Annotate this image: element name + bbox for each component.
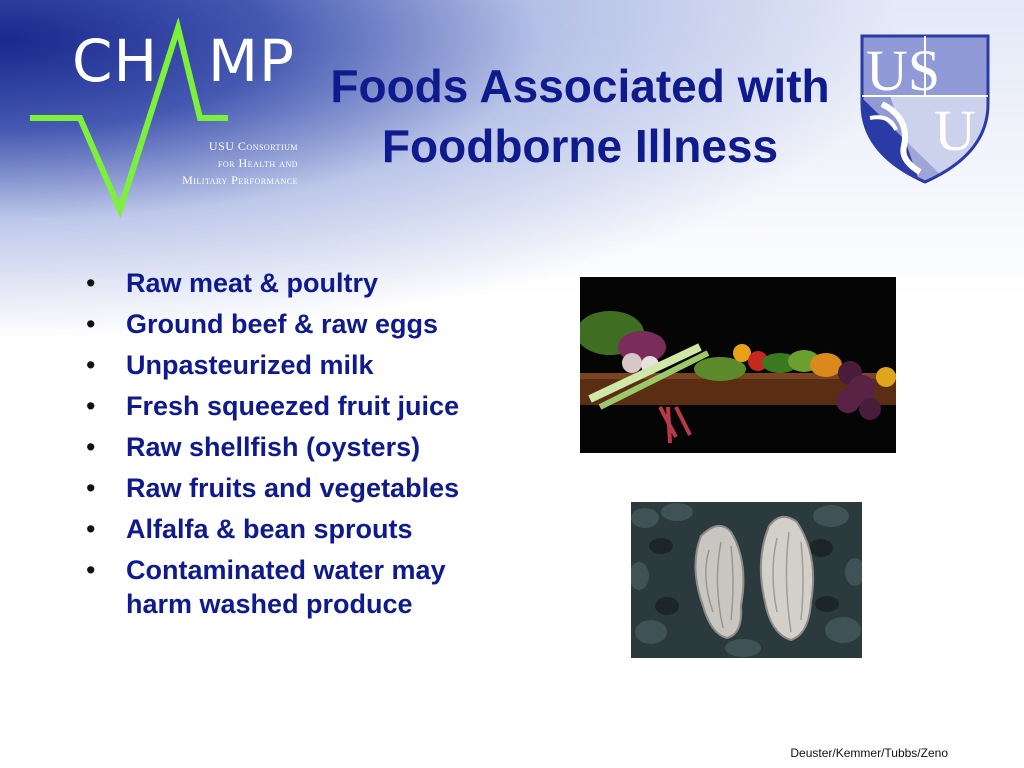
list-item-text: Ground beef & raw eggs (126, 309, 439, 339)
list-item (86, 430, 516, 464)
list-item-text: Raw meat & poultry (126, 268, 379, 298)
bullet-icon: • (86, 309, 96, 339)
list-item (86, 553, 516, 621)
list-item-text: Fresh squeezed fruit juice (126, 391, 460, 421)
list-item-text: Raw shellfish (oysters) (126, 432, 421, 462)
list-item-text: Unpasteurized milk (126, 350, 374, 380)
usu-letters-top: US (866, 38, 941, 103)
bullet-icon: • (86, 555, 96, 585)
champ-text-right: MP (208, 27, 296, 95)
list-item (86, 266, 516, 300)
champ-subtitle-line: Military Performance (182, 173, 298, 187)
list-item (86, 471, 516, 505)
bullet-icon: • (86, 391, 96, 421)
bullet-icon: • (86, 268, 96, 298)
list-item-text: Contaminated water may harm washed produce (126, 555, 446, 619)
bullet-icon: • (86, 473, 96, 503)
food-bullet-list (86, 266, 516, 628)
list-item-text: Raw fruits and vegetables (126, 473, 460, 503)
champ-subtitle-line: for Health and (217, 156, 298, 170)
usu-letter-bottom: U (934, 98, 976, 163)
list-item (86, 307, 516, 341)
bullet-icon: • (86, 432, 96, 462)
oysters-photo (631, 502, 862, 658)
list-item (86, 348, 516, 382)
list-item (86, 512, 516, 546)
usu-shield-logo (860, 34, 990, 184)
champ-text-left: CH (72, 27, 159, 95)
list-item (86, 389, 516, 423)
slide-title (260, 56, 900, 176)
champ-subtitle-line: USU Consortium (208, 139, 298, 153)
title-line-2: Foodborne Illness (381, 120, 779, 172)
bullet-icon: • (86, 514, 96, 544)
title-line-1: Foods Associated with (330, 60, 830, 112)
vegetables-photo (580, 277, 896, 453)
credit-text: Deuster/Kemmer/Tubbs/Zeno (790, 746, 948, 760)
list-item-text: Alfalfa & bean sprouts (126, 514, 413, 544)
bullet-icon: • (86, 350, 96, 380)
